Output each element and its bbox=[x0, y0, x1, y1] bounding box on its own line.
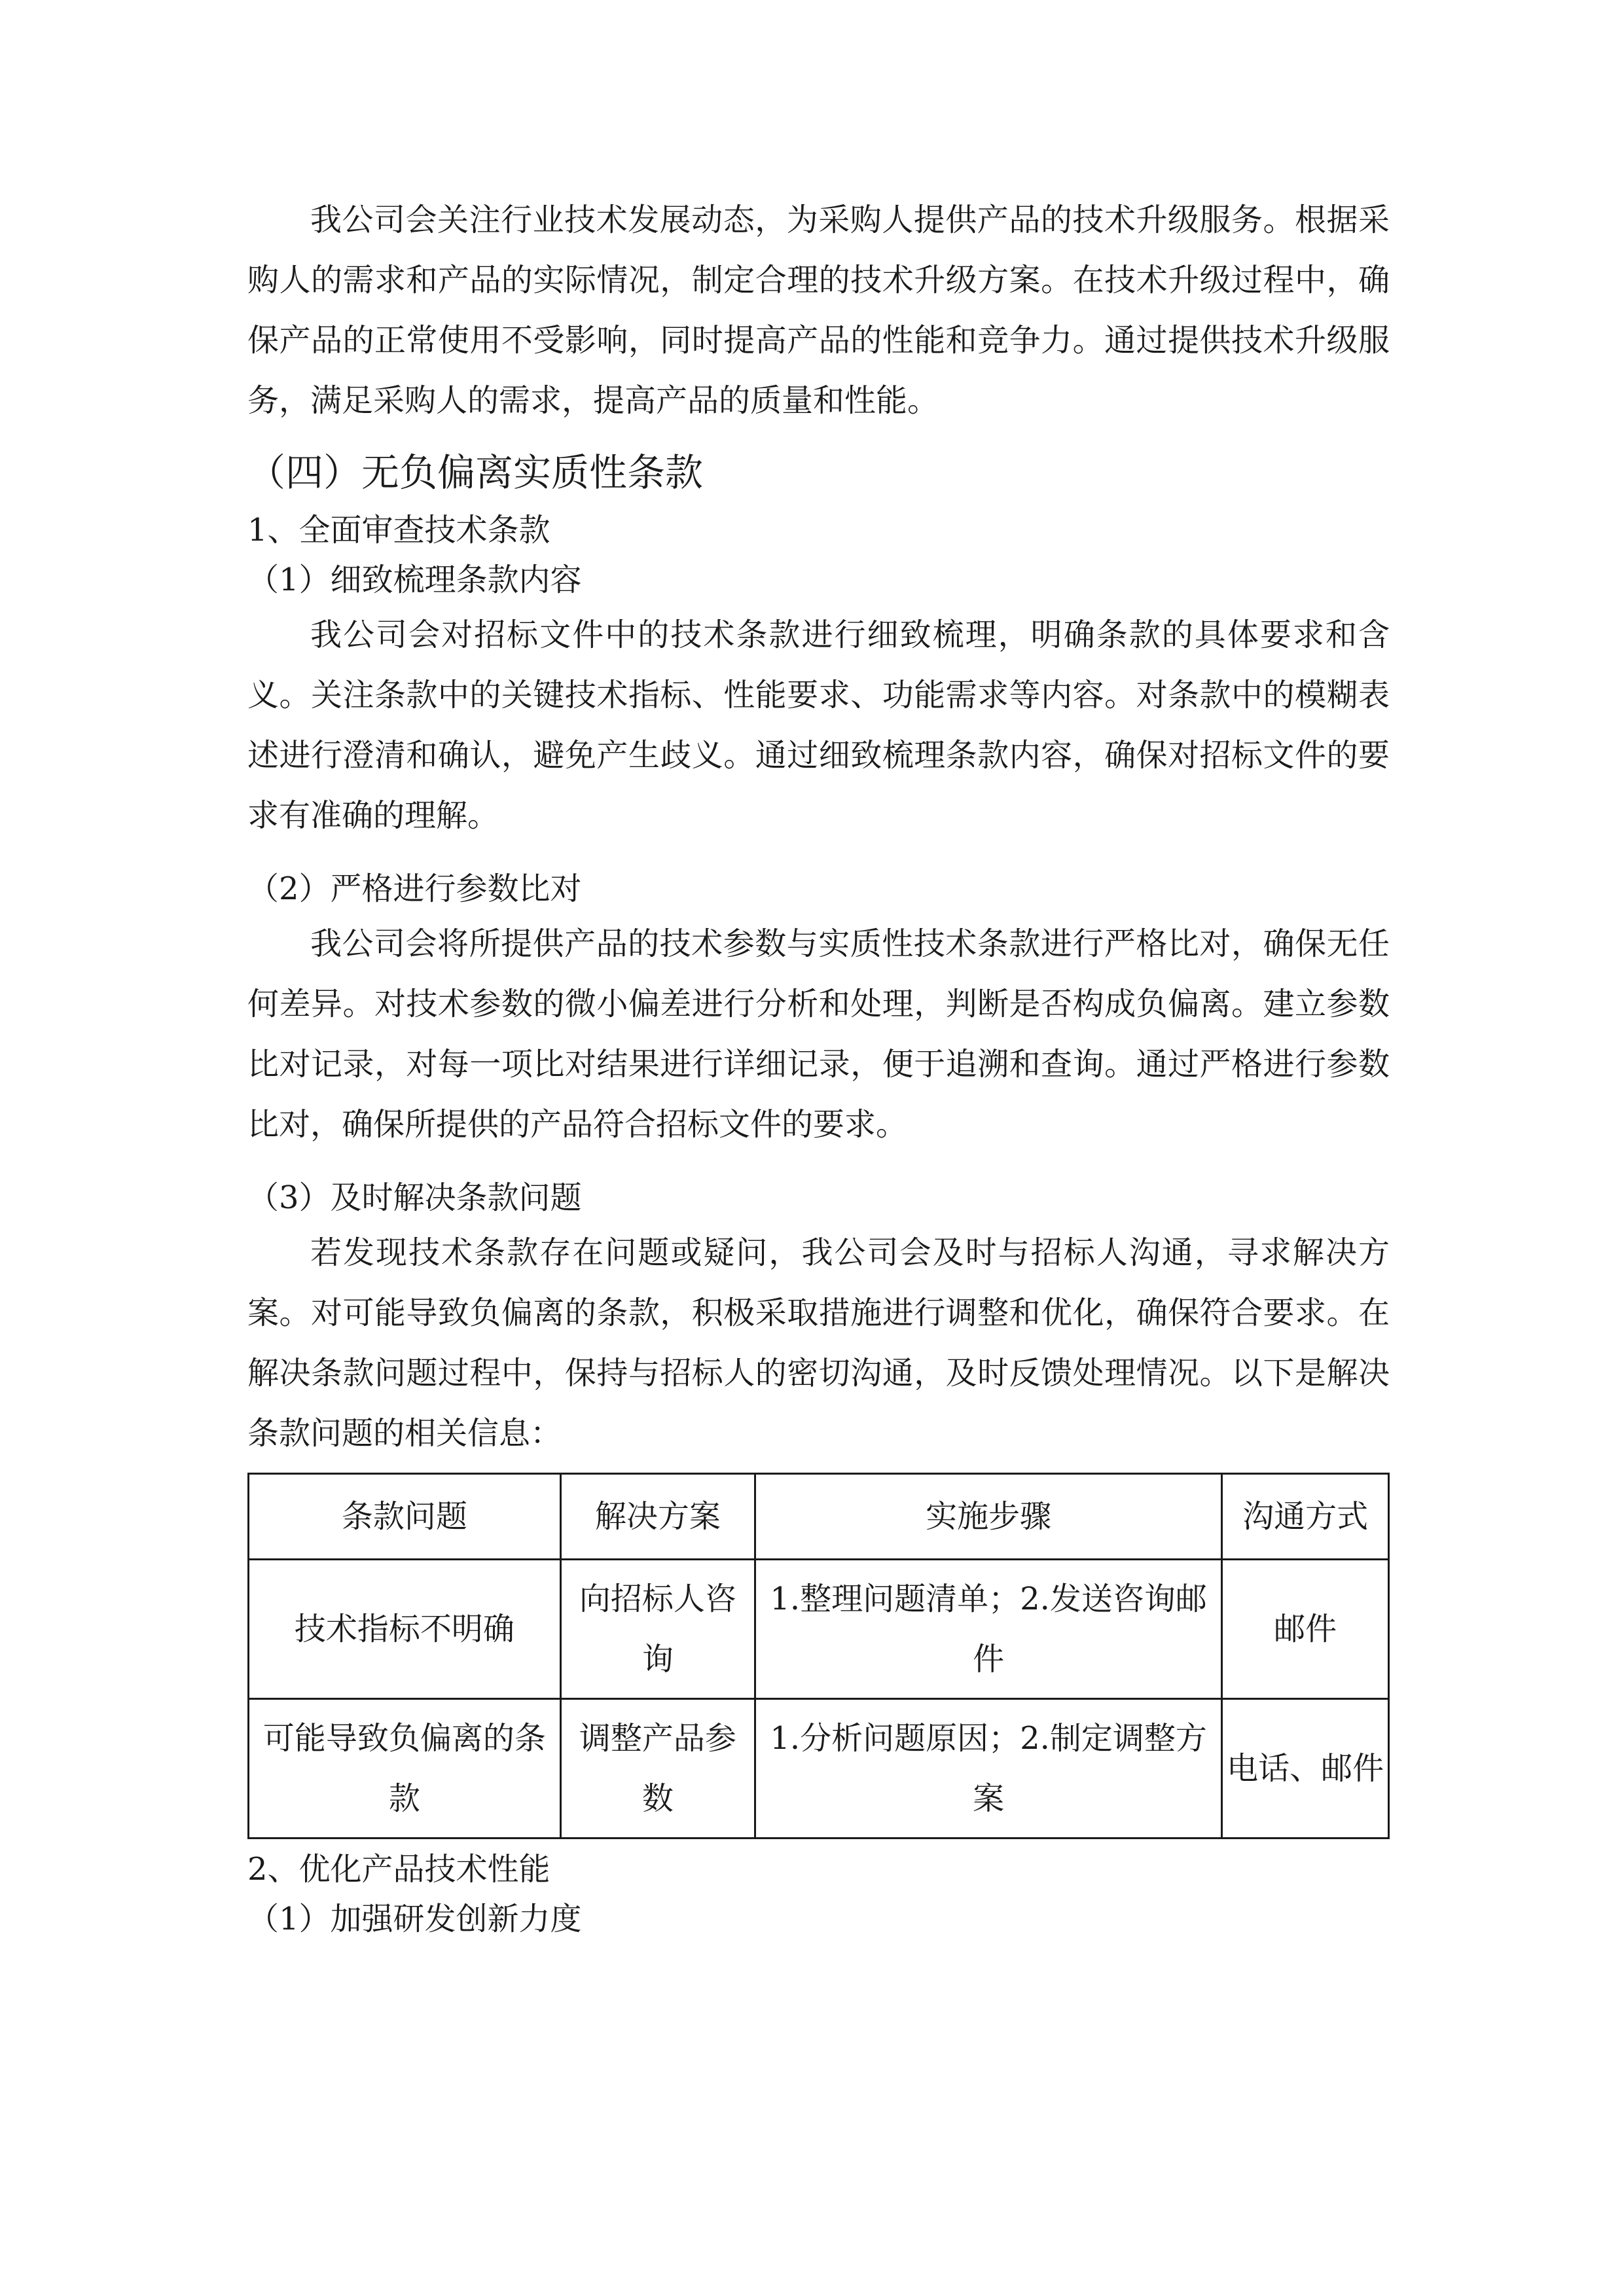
table-header-cell: 解决方案 bbox=[560, 1474, 755, 1560]
page-content bbox=[247, 190, 1390, 1944]
item-heading-2: 2、优化产品技术性能 bbox=[247, 1851, 550, 1888]
subheading-3-body: 若发现技术条款存在问题或疑问，我公司会及时与招标人沟通，寻求解决方案。对可能导致负偏离的条款，积极采取措施进行调整和优化，确保符合要求。在解决条款问题过程中，保持与招标人的密切沟通，及时反馈处理情况。以下是解决条款问题的相关信息： bbox=[247, 1234, 1390, 1452]
table-cell: 电话、邮件 bbox=[1222, 1699, 1389, 1839]
table-cell: 1.分析问题原因；2.制定调整方案 bbox=[755, 1699, 1221, 1839]
subheading-1: （1）细致梳理条款内容 bbox=[247, 562, 582, 598]
table-header-row bbox=[249, 1474, 1389, 1560]
table-row bbox=[249, 1699, 1389, 1839]
table-row bbox=[249, 1560, 1389, 1699]
table-header-cell: 条款问题 bbox=[249, 1474, 561, 1560]
table-cell: 调整产品参数 bbox=[560, 1699, 755, 1839]
table-cell: 技术指标不明确 bbox=[249, 1560, 561, 1699]
subheading-2: （2）严格进行参数比对 bbox=[247, 870, 582, 907]
item-heading-1: 1、全面审查技术条款 bbox=[247, 512, 550, 548]
table-cell: 1.整理问题清单；2.发送咨询邮件 bbox=[755, 1560, 1221, 1699]
section-heading: （四）无负偏离实质性条款 bbox=[247, 450, 704, 495]
subheading-3: （3）及时解决条款问题 bbox=[247, 1179, 582, 1216]
table-cell: 邮件 bbox=[1222, 1560, 1389, 1699]
subheading-1-body: 我公司会对招标文件中的技术条款进行细致梳理，明确条款的具体要求和含义。关注条款中的关键技术指标、性能要求、功能需求等内容。对条款中的模糊表述进行澄清和确认，避免产生歧义。通过细致梳理条款内容，确保对招标文件的要求有准确的理解。 bbox=[247, 617, 1390, 834]
intro-paragraph: 我公司会关注行业技术发展动态，为采购人提供产品的技术升级服务。根据采购人的需求和产品的实际情况，制定合理的技术升级方案。在技术升级过程中，确保产品的正常使用不受影响，同时提高产品的性能和竞争力。通过提供技术升级服务，满足采购人的需求，提高产品的质量和性能。 bbox=[247, 202, 1390, 419]
issue-resolution-table bbox=[247, 1473, 1390, 1839]
table-cell: 可能导致负偏离的条款 bbox=[249, 1699, 561, 1839]
table-header-cell: 实施步骤 bbox=[755, 1474, 1221, 1560]
subheading-4: （1）加强研发创新力度 bbox=[247, 1901, 582, 1937]
subheading-2-body: 我公司会将所提供产品的技术参数与实质性技术条款进行严格比对，确保无任何差异。对技术参数的微小偏差进行分析和处理，判断是否构成负偏离。建立参数比对记录，对每一项比对结果进行详细记录，便于追溯和查询。通过严格进行参数比对，确保所提供的产品符合招标文件的要求。 bbox=[247, 925, 1390, 1143]
table-cell: 向招标人咨询 bbox=[560, 1560, 755, 1699]
table-header-cell: 沟通方式 bbox=[1222, 1474, 1389, 1560]
